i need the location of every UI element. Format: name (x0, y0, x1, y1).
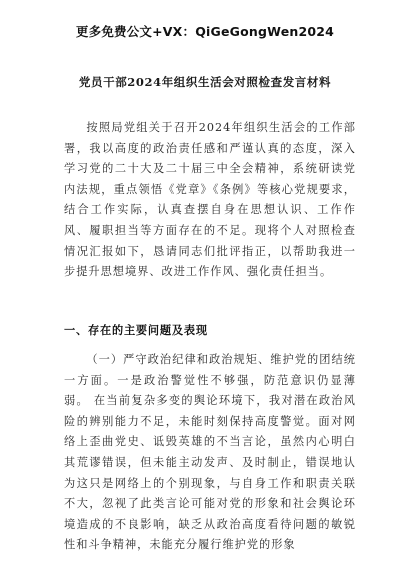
section-paragraph: （一）严守政治纪律和政治规矩、维护党的团结统一方面。一是政治警觉性不够强，防范意识仍显薄弱。 在当前复杂多变的舆论环境下，我对潜在政治风险的辨别能力不足，未能时刻保持高度警觉。面对网络上歪曲党史、诋毁英雄的不当言论，虽然内心明白其荒谬错误，但未能主动发声、及时制止，错误地认为这只是网络上的个别现象，与自身工作和职责关联不大，忽视了此类言论可能对党的形象和社会舆论环境造成的不良影响，缺乏从政治高度看待问题的敏锐性和斗争精神，未能充分履行维护党的形象 (64, 353, 356, 552)
document-title: 党员干部2024年组织生活会对照检查发言材料 (78, 75, 332, 89)
section-heading: 一、存在的主要问题及表现 (64, 324, 208, 337)
promo-banner: 更多免费公文+VX：QiGeGongWen2024 (75, 24, 335, 39)
intro-paragraph: 按照局党组关于召开2024年组织生活会的工作部署，我以高度的政治责任感和严谨认真的态度，深入学习党的二十大及二十届三中全会精神，系统研读党内法规，重点领悟《党章》《条例》等核心党规要求，结合工作实际，认真查摆自身在思想认识、工作作风、履职担当等方面存在的不足。现将个人对照检查情况汇报如下，恳请同志们批评指正，以帮助我进一步提升思想境界、改进工作作风、强化责任担当。 (64, 121, 356, 279)
